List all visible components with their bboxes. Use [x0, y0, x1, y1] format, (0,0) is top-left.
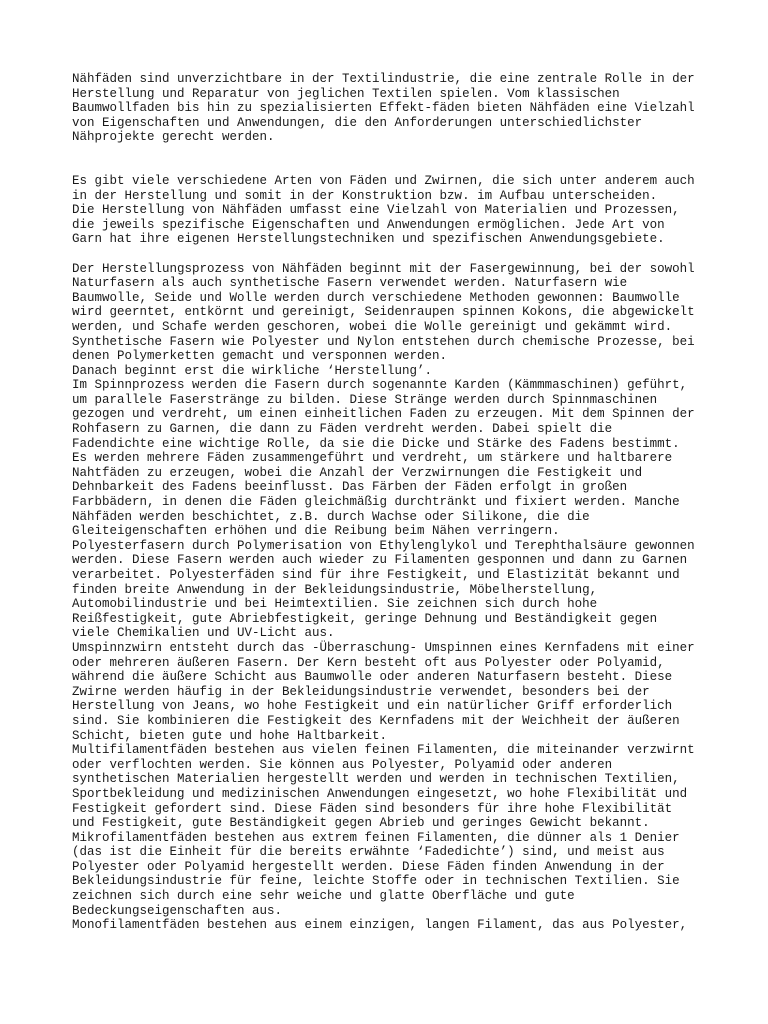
text-line: Bedeckungseigenschaften aus. [72, 903, 283, 918]
text-line: verarbeitet. Polyesterfäden sind für ihre Festigkeit, und Elastizität bekannt und [72, 568, 680, 582]
text-line: Baumwollfaden bis hin zu spezialisierten Effekt-fäden bieten Nähfäden eine Vielzahl [72, 101, 695, 116]
text-line: Festigkeit gefordert sind. Diese Fäden sind besonders für ihre hohe Flexibilität [72, 801, 673, 816]
text-line: Herstellung von Jeans, wo hohe Festigkeit und ein natürlicher Griff erforderlich [72, 699, 673, 714]
text-line: in der Herstellung und somit in der Konstruktion bzw. im Aufbau unterscheiden. [72, 188, 658, 203]
text-line: Garn hat ihre eigenen Herstellungstechniken und spezifischen Anwendungsgebiete. [72, 232, 665, 247]
text-line: Farbbädern, in denen die Fäden gleichmäßig durchtränkt und fixiert werden. Manche [72, 495, 680, 510]
text-line: Danach beginnt erst die wirkliche ‘Herstellung’. [72, 363, 433, 378]
text-line: oder verflochten werden. Sie können aus Polyester, Polyamid oder anderen [72, 757, 613, 772]
text-line: Sportbekleidung und medizinischen Anwendungen eingesetzt, wo hohe Flexibilität und [72, 786, 688, 801]
text-line: Umspinnzwirn entsteht durch das -Überraschung- Umspinnen eines Kernfadens mit einer [72, 640, 695, 655]
text-line: Es gibt viele verschiedene Arten von Fäden und Zwirnen, die sich unter anderem auch [72, 173, 695, 188]
text-line: wird geerntet, entkörnt und gereinigt, Seidenraupen spinnen Kokons, die abgewickelt [72, 305, 695, 320]
text-line: Polyester oder Polyamid hergestellt werden. Diese Fäden finden Anwendung in der [72, 859, 665, 874]
text-line: werden, und Schafe werden geschoren, wobei die Wolle gereinigt und gekämmt wird. [72, 319, 673, 334]
text-line: Dehnbarkeit des Fadens beeinflusst. Das Färben der Fäden erfolgt in großen [72, 480, 628, 495]
text-line: Nähfäden werden beschichtet, z.B. durch Wachse oder Silikone, die die [72, 509, 590, 524]
document-page [72, 72, 712, 933]
text-line: während die äußere Schicht aus Baumwolle oder anderen Naturfasern besteht. Diese [72, 670, 673, 685]
text-line: um parallele Faserstränge zu bilden. Diese Stränge werden durch Spinnmaschinen [72, 392, 658, 407]
text-line: finden breite Anwendung in der Bekleidungsindustrie, Möbelherstellung, [72, 582, 598, 597]
text-line: Nahtfäden zu erzeugen, wobei die Anzahl der Verzwirnungen die Festigkeit und [72, 465, 643, 480]
text-line: denen Polymerketten gemacht und versponnen werden. [72, 349, 448, 364]
text-line: Fadendichte eine wichtige Rolle, da sie die Dicke und Stärke des Fadens bestimmt. [72, 436, 680, 451]
text-line: Synthetische Fasern wie Polyester und Nylon entstehen durch chemische Prozesse, bei [72, 334, 695, 349]
text-line: die jeweils spezifische Eigenschaften und Anwendungen ermöglichen. Jede Art von [72, 217, 665, 232]
text-line: Der Herstellungsprozess von Nähfäden beginnt mit der Fasergewinnung, bei der sowohl [72, 261, 695, 276]
text-line: von Eigenschaften und Anwendungen, die den Anforderungen unterschiedlichster [72, 115, 643, 130]
text-line: Bekleidungsindustrie für feine, leichte Stoffe oder in technischen Textilien. Sie [72, 874, 680, 889]
text-line: zeichnen sich durch eine sehr weiche und glatte Oberfläche und gute [72, 889, 575, 904]
text-line: Automobilindustrie und bei Heimtextilien. Sie zeichnen sich durch hohe [72, 597, 598, 612]
paragraph-manufacturing-process [72, 262, 712, 933]
text-line: viele Chemikalien und UV-Licht aus. [72, 626, 335, 641]
text-line: synthetischen Materialien hergestellt werden und werden in technischen Textilien, [72, 772, 680, 787]
text-line: Es werden mehrere Fäden zusammengeführt und verdreht, um stärkere und haltbarere [72, 451, 673, 466]
paragraph-spacer [72, 145, 712, 174]
text-line: Multifilamentfäden bestehen aus vielen feinen Filamenten, die miteinander verzwirnt [72, 743, 695, 758]
text-line: Monofilamentfäden bestehen aus einem einzigen, langen Filament, das aus Polyester, [72, 918, 688, 933]
text-line: Im Spinnprozess werden die Fasern durch sogenannte Karden (Kämmmaschinen) geführt, [72, 378, 688, 393]
text-line: Reißfestigkeit, gute Abriebfestigkeit, geringe Dehnung und Beständigkeit gegen [72, 611, 658, 626]
text-line: Nähfäden sind unverzichtbare in der Textilindustrie, die eine zentrale Rolle in der [72, 72, 695, 86]
text-line: Polyesterfasern durch Polymerisation von Ethylenglykol und Terephthalsäure gewonnen [72, 538, 695, 553]
text-line: und Festigkeit, gute Beständigkeit gegen Abrieb und geringes Gewicht bekannt. [72, 816, 650, 831]
paragraph-thread-types [72, 174, 712, 247]
text-line: Baumwolle, Seide und Wolle werden durch verschiedene Methoden gewonnen: Baumwolle [72, 290, 680, 305]
text-line: Zwirne werden häufig in der Bekleidungsindustrie verwendet, besonders bei der [72, 684, 650, 699]
paragraph-spacer [72, 247, 712, 262]
text-line: oder mehreren äußeren Fasern. Der Kern besteht oft aus Polyester oder Polyamid, [72, 655, 665, 670]
paragraph-intro [72, 72, 712, 145]
text-line: Gleiteigenschaften erhöhen und die Reibung beim Nähen verringern. [72, 524, 560, 539]
text-line: Mikrofilamentfäden bestehen aus extrem feinen Filamenten, die dünner als 1 Denier [72, 830, 680, 845]
text-line: Schicht, bieten gute und hohe Haltbarkeit. [72, 728, 388, 743]
text-line: gezogen und verdreht, um einen einheitlichen Faden zu erzeugen. Mit dem Spinnen der [72, 407, 695, 422]
text-line: (das ist die Einheit für die bereits erwähnte ‘Fadedichte’) sind, und meist aus [72, 845, 665, 860]
text-line: werden. Diese Fasern werden auch wieder zu Filamenten gesponnen und dann zu Garnen [72, 553, 688, 568]
text-line: Rohfasern zu Garnen, die dann zu Fäden verdreht werden. Dabei spielt die [72, 422, 613, 437]
text-line: sind. Sie kombinieren die Festigkeit des Kernfadens mit der Weichheit der äußeren [72, 713, 680, 728]
text-line: Naturfasern als auch synthetische Fasern verwendet werden. Naturfasern wie [72, 276, 628, 291]
text-line: Nähprojekte gerecht werden. [72, 130, 275, 145]
text-line: Die Herstellung von Nähfäden umfasst eine Vielzahl von Materialien und Prozessen, [72, 203, 680, 218]
text-line: Herstellung und Reparatur von jeglichen Textilen spielen. Vom klassischen [72, 86, 620, 101]
